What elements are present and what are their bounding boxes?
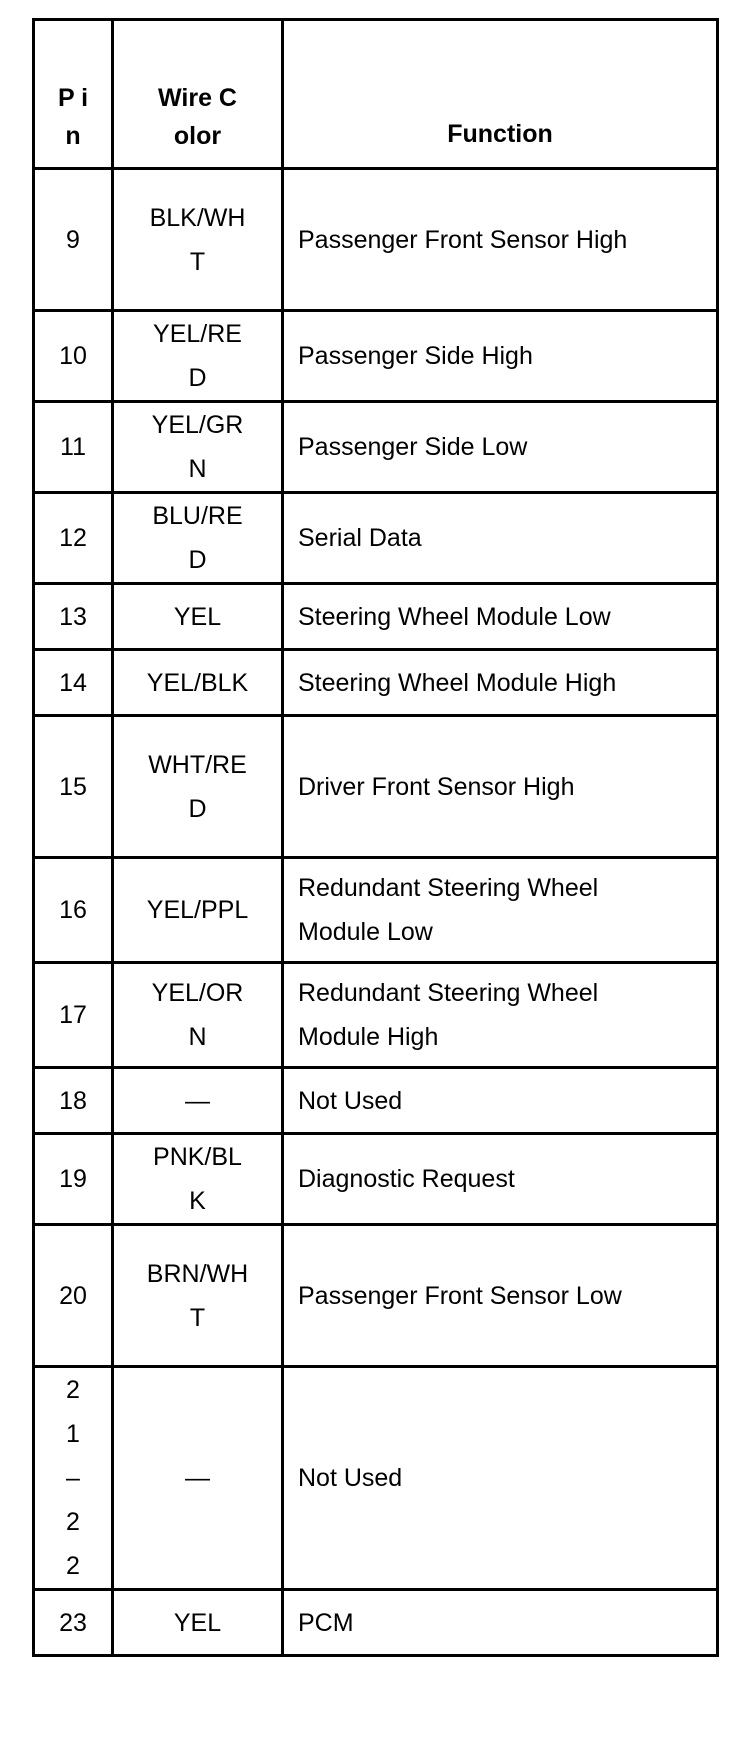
function-value: Serial Data bbox=[298, 524, 422, 552]
function-value: Not Used bbox=[298, 1464, 403, 1492]
wire-color-cell bbox=[113, 169, 283, 311]
table-row bbox=[34, 311, 718, 402]
wire-color-cell bbox=[113, 716, 283, 858]
wire-color-cell bbox=[113, 858, 283, 963]
function-cell bbox=[283, 716, 718, 858]
wire-color-value: YEL/PPL bbox=[146, 896, 249, 924]
pin-value: 17 bbox=[59, 1001, 87, 1029]
pin-value: 19 bbox=[59, 1165, 87, 1193]
wire-color-cell bbox=[113, 1225, 283, 1367]
table-row bbox=[34, 1367, 718, 1590]
wire-color-cell bbox=[113, 402, 283, 493]
pin-cell bbox=[34, 650, 113, 716]
function-cell bbox=[283, 650, 718, 716]
pin-value: 10 bbox=[59, 342, 87, 370]
wire-color-value: YEL bbox=[173, 1608, 222, 1637]
pin-value: 9 bbox=[66, 225, 80, 254]
pin-cell bbox=[34, 169, 113, 311]
wire-color-cell bbox=[113, 584, 283, 650]
table-row bbox=[34, 1590, 718, 1656]
pin-cell bbox=[34, 1068, 113, 1134]
table-header-row bbox=[34, 20, 718, 169]
pin-cell bbox=[34, 1590, 113, 1656]
table-row bbox=[34, 716, 718, 858]
pin-value: 21–22 bbox=[66, 1376, 80, 1580]
pin-value: 13 bbox=[59, 602, 87, 631]
function-cell bbox=[283, 1367, 718, 1590]
pin-value: 23 bbox=[59, 1608, 87, 1637]
function-value: Not Used bbox=[298, 1086, 403, 1115]
wire-color-value: PNK/BLK bbox=[153, 1143, 242, 1215]
header-function-label: Function bbox=[447, 120, 553, 148]
pin-value: 14 bbox=[59, 668, 87, 697]
pinout-table bbox=[32, 18, 719, 1657]
wire-color-value: YEL/ORN bbox=[151, 979, 244, 1051]
function-value: Driver Front Sensor High bbox=[298, 772, 575, 801]
table-row bbox=[34, 402, 718, 493]
function-value: Passenger Side Low bbox=[298, 433, 528, 461]
wire-color-value: WHT/RED bbox=[148, 750, 247, 823]
function-cell bbox=[283, 584, 718, 650]
function-value: Passenger Side High bbox=[298, 342, 533, 370]
table-row bbox=[34, 1134, 718, 1225]
pin-cell bbox=[34, 1225, 113, 1367]
pin-cell bbox=[34, 716, 113, 858]
wire-color-value: — bbox=[185, 1464, 210, 1492]
wire-color-cell bbox=[113, 650, 283, 716]
function-value: PCM bbox=[298, 1608, 354, 1637]
pin-value: 11 bbox=[60, 433, 86, 461]
wire-color-cell bbox=[113, 1367, 283, 1590]
function-cell bbox=[283, 402, 718, 493]
function-cell bbox=[283, 311, 718, 402]
function-value: Passenger Front Sensor Low bbox=[298, 1281, 622, 1310]
function-value: Redundant Steering Wheel Module Low bbox=[298, 874, 599, 946]
wire-color-cell bbox=[113, 1068, 283, 1134]
pin-value: 18 bbox=[59, 1086, 87, 1115]
function-cell bbox=[283, 963, 718, 1068]
pin-value: 15 bbox=[59, 772, 87, 801]
table-row bbox=[34, 493, 718, 584]
pin-cell bbox=[34, 493, 113, 584]
wire-color-cell bbox=[113, 1590, 283, 1656]
table-row bbox=[34, 169, 718, 311]
pin-cell bbox=[34, 402, 113, 493]
table-row bbox=[34, 584, 718, 650]
pin-value: 12 bbox=[59, 524, 87, 552]
header-wire-color bbox=[113, 20, 283, 169]
wire-color-value: BLK/WHT bbox=[149, 203, 246, 276]
pin-cell bbox=[34, 584, 113, 650]
function-cell bbox=[283, 493, 718, 584]
wire-color-value: — bbox=[185, 1086, 210, 1115]
function-cell bbox=[283, 1225, 718, 1367]
function-value: Passenger Front Sensor High bbox=[298, 225, 628, 254]
header-function bbox=[283, 20, 718, 169]
wire-color-cell bbox=[113, 311, 283, 402]
wire-color-value: YEL/RED bbox=[153, 320, 242, 392]
table-row bbox=[34, 1068, 718, 1134]
wire-color-value: BRN/WHT bbox=[146, 1259, 249, 1332]
header-pin-label: P in bbox=[57, 84, 89, 150]
wire-color-cell bbox=[113, 493, 283, 584]
function-cell bbox=[283, 1590, 718, 1656]
wire-color-value: YEL/BLK bbox=[146, 668, 249, 697]
function-cell bbox=[283, 858, 718, 963]
wire-color-value: YEL/GRN bbox=[151, 411, 244, 483]
function-cell bbox=[283, 1134, 718, 1225]
wire-color-cell bbox=[113, 1134, 283, 1225]
pin-cell bbox=[34, 858, 113, 963]
wire-color-value: YEL bbox=[173, 602, 222, 631]
function-value: Steering Wheel Module Low bbox=[298, 602, 611, 631]
function-value: Diagnostic Request bbox=[298, 1165, 515, 1193]
pin-value: 16 bbox=[59, 896, 87, 924]
table-row bbox=[34, 1225, 718, 1367]
header-wire-color-label: Wire Color bbox=[158, 84, 237, 150]
header-pin bbox=[34, 20, 113, 169]
pin-cell bbox=[34, 1367, 113, 1590]
pin-value: 20 bbox=[59, 1281, 87, 1310]
function-value: Steering Wheel Module High bbox=[298, 668, 617, 697]
wire-color-value: BLU/RED bbox=[152, 502, 243, 574]
table-row bbox=[34, 858, 718, 963]
table-row bbox=[34, 650, 718, 716]
function-value: Redundant Steering Wheel Module High bbox=[298, 979, 599, 1051]
wire-color-cell bbox=[113, 963, 283, 1068]
table-row bbox=[34, 963, 718, 1068]
function-cell bbox=[283, 1068, 718, 1134]
pin-cell bbox=[34, 311, 113, 402]
function-cell bbox=[283, 169, 718, 311]
pin-cell bbox=[34, 1134, 113, 1225]
pin-cell bbox=[34, 963, 113, 1068]
